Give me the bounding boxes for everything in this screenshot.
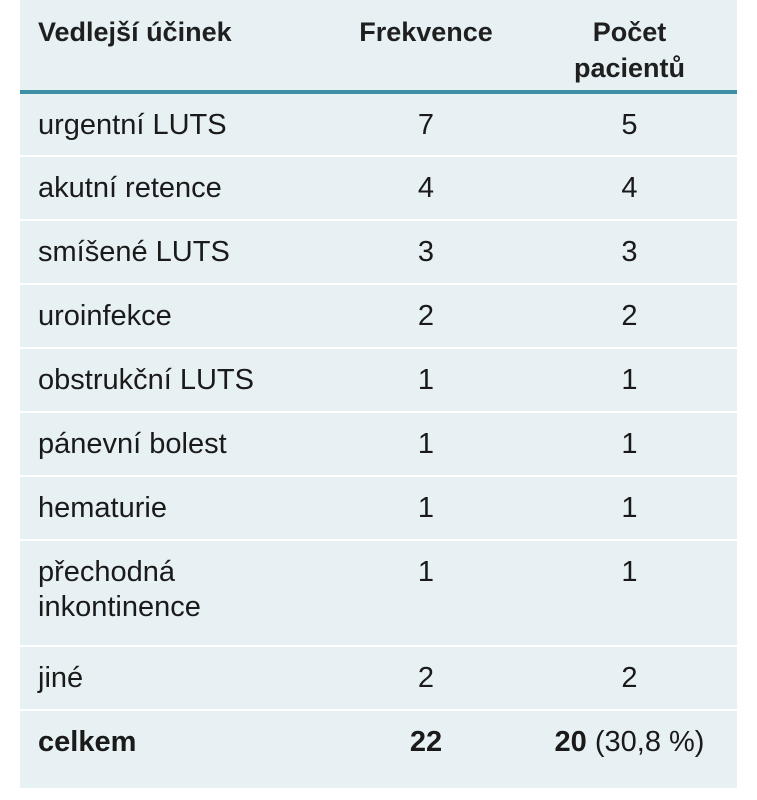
table-row [20, 220, 737, 284]
cell-frequency: 3 [417, 236, 435, 268]
cell-frequency: 1 [417, 492, 435, 524]
total-label: celkem [38, 726, 137, 758]
cell-effect: akutní retence [38, 172, 222, 204]
cell-patients: 1 [621, 492, 638, 524]
cell-frequency: 1 [417, 556, 435, 588]
cell-patients: 1 [621, 364, 638, 396]
header-side-effect: Vedlejší účinek [38, 17, 232, 47]
cell-patients: 4 [621, 172, 638, 204]
cell-frequency: 7 [417, 109, 435, 141]
header-patient-count: Počet pacientů [573, 17, 686, 83]
cell-patients: 1 [621, 556, 638, 588]
cell-patients: 5 [621, 109, 638, 141]
cell-effect: uroinfekce [38, 300, 172, 332]
cell-frequency: 4 [417, 172, 435, 204]
cell-patients: 2 [621, 662, 638, 694]
header-frequency: Frekvence [359, 17, 493, 47]
cell-frequency: 2 [417, 662, 435, 694]
total-frequency: 22 [409, 726, 443, 758]
cell-frequency: 1 [417, 364, 435, 396]
table-row [20, 348, 737, 412]
cell-effect: pánevní bolest [38, 428, 227, 460]
cell-effect: smíšené LUTS [38, 236, 230, 268]
table-row [20, 646, 737, 710]
cell-patients: 3 [621, 236, 638, 268]
cell-effect: přechodná inkontinence [38, 556, 201, 623]
total-patients-cell [522, 710, 737, 774]
table-row [20, 540, 737, 646]
cell-frequency: 2 [417, 300, 435, 332]
table-row [20, 156, 737, 220]
side-effects-table [20, 0, 737, 774]
table-row [20, 476, 737, 540]
table-row [20, 92, 737, 156]
table-header-row [20, 0, 737, 92]
table-row [20, 284, 737, 348]
side-effects-table-container [20, 0, 737, 788]
cell-effect: obstrukční LUTS [38, 364, 254, 396]
table-total-row [20, 710, 737, 774]
cell-patients: 1 [621, 428, 638, 460]
table-row [20, 412, 737, 476]
total-patients: 20 [554, 726, 587, 758]
cell-patients: 2 [621, 300, 638, 332]
cell-frequency: 1 [417, 428, 435, 460]
cell-effect: jiné [38, 662, 84, 694]
cell-effect: urgentní LUTS [38, 109, 227, 141]
total-patients-percent: (30,8 %) [594, 726, 705, 758]
cell-effect: hematurie [38, 492, 167, 524]
